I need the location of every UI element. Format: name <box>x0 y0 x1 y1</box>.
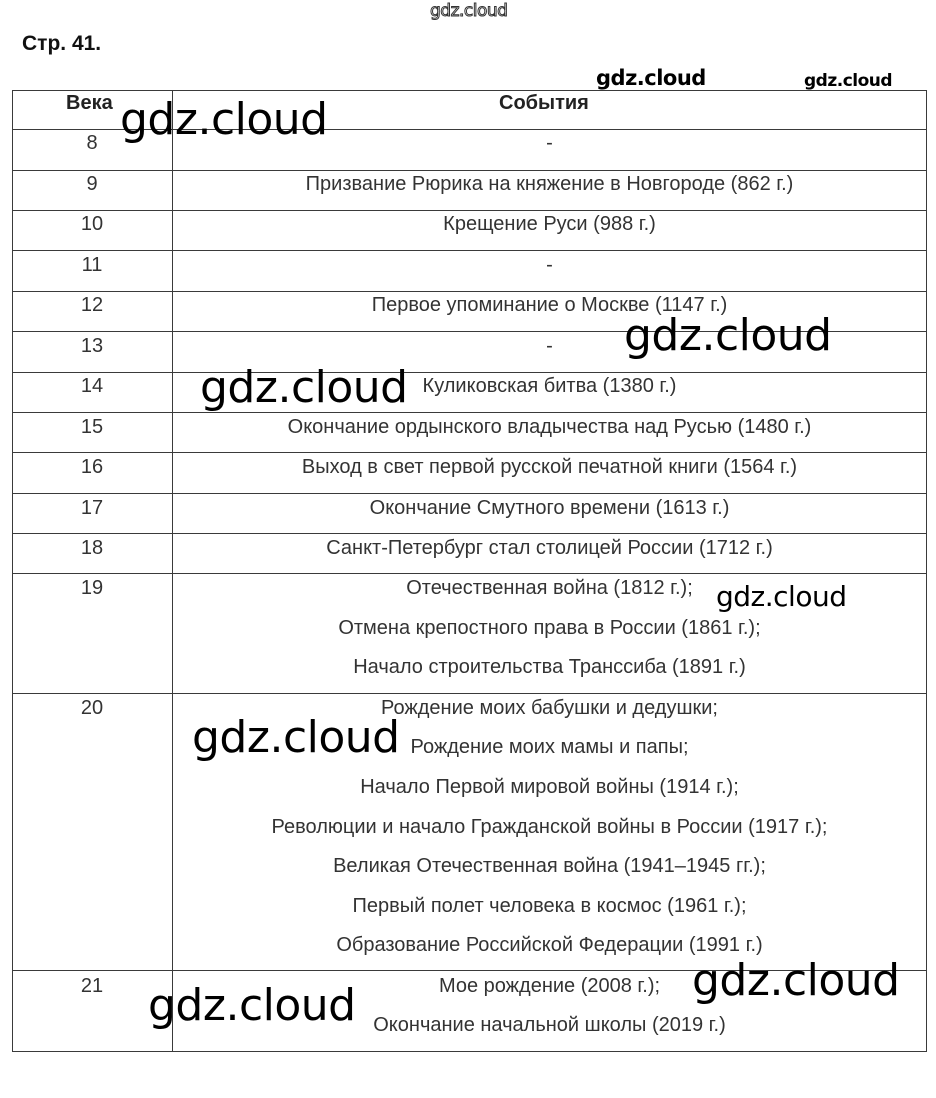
century-cell: 13 <box>80 335 104 357</box>
century-cell: 10 <box>80 213 104 235</box>
row-divider <box>12 250 927 251</box>
event-cell: Окончание Смутного времени (1613 г.) <box>369 497 730 519</box>
header-events: События <box>499 92 589 114</box>
row-divider <box>12 493 927 494</box>
event-line: Первый полет человека в космос (1961 г.); <box>352 895 747 917</box>
watermark-top: gdz.cloud <box>430 1 508 21</box>
century-cell: 12 <box>80 294 104 316</box>
watermark: gdz.cloud <box>804 71 893 91</box>
event-line: Великая Отечественная война (1941–1945 гг.); <box>333 855 766 877</box>
page-title: Стр. 41. <box>22 32 102 55</box>
watermark: gdz.cloud <box>624 310 832 361</box>
row-divider <box>12 291 927 292</box>
event-cell: Призвание Рюрика на княжение в Новгороде (862 г.) <box>305 173 794 195</box>
century-cell: 9 <box>86 173 98 195</box>
event-cell: Окончание ордынского владычества над Русью (1480 г.) <box>287 416 812 438</box>
event-line: Рождение моих бабушки и дедушки; <box>381 697 718 719</box>
event-line: Отмена крепостного права в России (1861 г.); <box>338 617 761 639</box>
century-cell: 17 <box>80 497 104 519</box>
century-cell: 20 <box>80 697 104 719</box>
event-cell: - <box>546 254 553 276</box>
event-cell: Санкт-Петербург стал столицей России (1712 г.) <box>326 537 773 559</box>
watermark: gdz.cloud <box>716 580 847 613</box>
event-line: Революции и начало Гражданской войны в России (1917 г.); <box>271 816 828 838</box>
watermark: gdz.cloud <box>200 362 408 413</box>
event-cell: Крещение Руси (988 г.) <box>443 213 656 235</box>
event-line: Начало Первой мировой войны (1914 г.); <box>360 776 739 798</box>
event-line: Мое рождение (2008 г.); <box>438 975 661 997</box>
century-cell: 15 <box>80 416 104 438</box>
row-divider <box>12 412 927 413</box>
century-cell: 18 <box>80 537 104 559</box>
event-line: Отечественная война (1812 г.); <box>406 577 693 599</box>
header-centuries: Века <box>66 92 113 114</box>
watermark: gdz.cloud <box>692 955 900 1006</box>
event-line: Начало строительства Транссиба (1891 г.) <box>353 656 746 678</box>
century-cell: 14 <box>80 375 104 397</box>
row-divider <box>12 693 927 694</box>
event-line: Окончание начальной школы (2019 г.) <box>373 1014 726 1036</box>
century-cell: 8 <box>86 132 98 154</box>
watermark: gdz.cloud <box>120 94 328 145</box>
row-divider <box>12 372 927 373</box>
event-cell: Куликовская битва (1380 г.) <box>422 375 677 397</box>
event-cell: - <box>546 335 553 357</box>
watermark: gdz.cloud <box>192 712 400 763</box>
event-line: Рождение моих мамы и папы; <box>410 736 689 758</box>
event-cell: Первое упоминание о Москве (1147 г.) <box>371 294 728 316</box>
watermark: gdz.cloud <box>148 980 356 1031</box>
row-divider <box>12 573 927 574</box>
century-cell: 16 <box>80 456 104 478</box>
watermark: gdz.cloud <box>596 66 706 90</box>
event-line: Образование Российской Федерации (1991 г.) <box>336 934 763 956</box>
century-cell: 19 <box>80 577 104 599</box>
event-cell: - <box>546 132 553 154</box>
row-divider <box>12 533 927 534</box>
row-divider <box>12 452 927 453</box>
event-cell: Выход в свет первой русской печатной книги (1564 г.) <box>301 456 798 478</box>
century-cell: 11 <box>81 254 103 276</box>
row-divider <box>12 210 927 211</box>
century-cell: 21 <box>80 975 104 997</box>
row-divider <box>12 170 927 171</box>
